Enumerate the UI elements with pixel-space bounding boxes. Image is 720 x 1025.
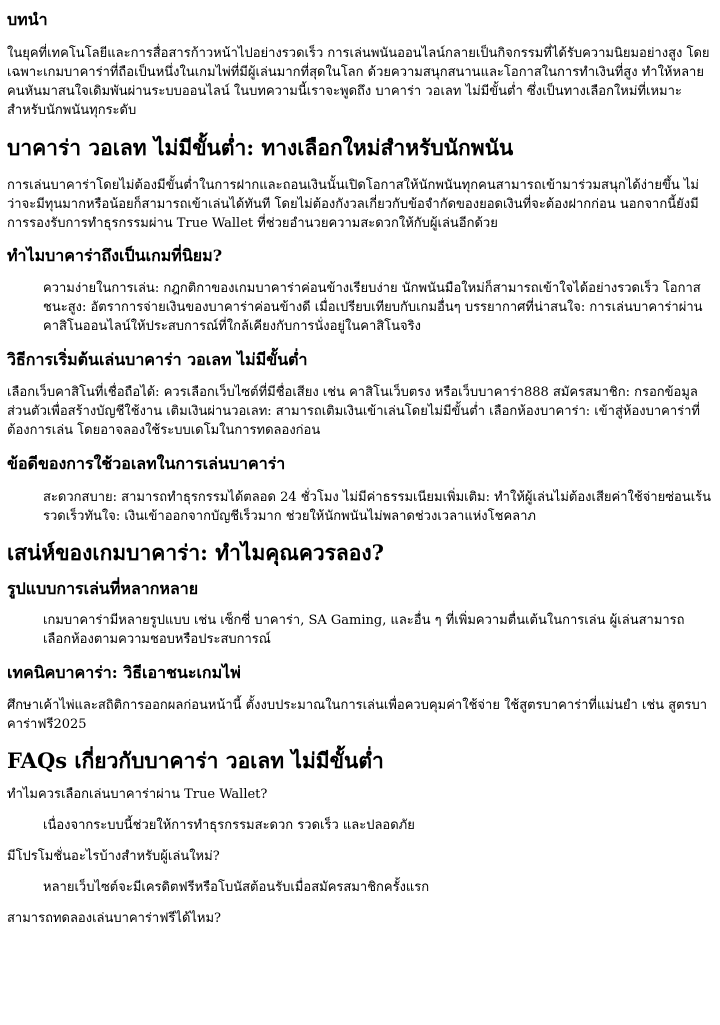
faq-heading: FAQs เกี่ยวกับบาคาร่า วอเลท ไม่มีขั้นต่ำ xyxy=(7,748,384,773)
wallet-advantages-paragraph: สะดวกสบาย: สามารถทำธุรกรรมได้ตลอด 24 ชั่วโมง ไม่มีค่าธรรมเนียมเพิ่มเติม: ทำให้ผู้เล่นไม่ต้องเสียค่าใช้จ่ายซ่อนเร้น รวดเร็วทันใจ: เงินเข้าออกจากบัญชีเร็วมาก ช่วยให้นักพนันไม่พลาดช่วงเวลาแห่งโชคลาภ xyxy=(43,490,712,524)
play-styles-heading: รูปแบบการเล่นที่หลากหลาย xyxy=(7,579,199,598)
faq-answer: หลายเว็บไซต์จะมีเครดิตฟรีหรือโบนัสต้อนรับเมื่อสมัครสมาชิกครั้งแรก xyxy=(43,880,430,895)
main-heading: บาคาร่า วอเลท ไม่มีขั้นต่ำ: ทางเลือกใหม่สำหรับนักพนัน xyxy=(7,135,514,160)
faq-question: มีโปรโมชั่นอะไรบ้างสำหรับผู้เล่นใหม่? xyxy=(7,849,220,864)
how-to-start-heading: วิธีการเริ่มต้นเล่นบาคาร่า วอเลท ไม่มีขั้นต่ำ xyxy=(7,350,308,369)
article xyxy=(0,8,720,928)
play-styles-paragraph: เกมบาคาร่ามีหลายรูปแบบ เช่น เซ็กซี่ บาคาร่า, SA Gaming, และอื่น ๆ ที่เพิ่มความตื่นเต้นในการเล่น ผู้เล่นสามารถเลือกห้องตามความชอบหรือประสบการณ์ xyxy=(43,613,685,647)
techniques-paragraph: ศึกษาเค้าไพ่และสถิติการออกผลก่อนหน้านี้ ตั้งงบประมาณในการเล่นเพื่อควบคุมค่าใช้จ่าย ใช้สูตรบาคาร่าที่แม่นยำ เช่น สูตรบาคาร่าฟรี2025 xyxy=(7,698,708,732)
why-popular-paragraph: ความง่ายในการเล่น: กฎกติกาของเกมบาคาร่าค่อนข้างเรียบง่าย นักพนันมือใหม่ก็สามารถเข้าใจได้อย่างรวดเร็ว โอกาสชนะสูง: อัตราการจ่ายเงินของบาคาร่าค่อนข้างดี เมื่อเปรียบเทียบกับเกมอื่นๆ บรรยากาศที่น่าสนใจ: การเล่นบาคาร่าผ่านคาสิโนออนไลน์ให้ประสบการณ์ที่ใกล้เคียงกับการนั่งอยู่ในคาสิโนจริง xyxy=(43,281,703,334)
techniques-heading: เทคนิคบาคาร่า: วิธีเอาชนะเกมไพ่ xyxy=(7,663,241,682)
charm-heading: เสน่ห์ของเกมบาคาร่า: ทำไมคุณควรลอง? xyxy=(7,540,384,565)
wallet-advantages-heading: ข้อดีของการใช้วอเลทในการเล่นบาคาร่า xyxy=(7,454,286,473)
faq-question: สามารถทดลองเล่นบาคาร่าฟรีได้ไหม? xyxy=(7,911,222,926)
intro-heading: บทนำ xyxy=(7,10,48,29)
faq-answer: เนื่องจากระบบนี้ช่วยให้การทำธุรกรรมสะดวก รวดเร็ว และปลอดภัย xyxy=(43,818,415,833)
how-to-start-paragraph: เลือกเว็บคาสิโนที่เชื่อถือได้: ควรเลือกเว็บไซต์ที่มีชื่อเสียง เช่น คาสิโนเว็บตรง หรือเว็บบาคาร่า888 สมัครสมาชิก: กรอกข้อมูลส่วนตัวเพื่อสร้างบัญชีใช้งาน เติมเงินผ่านวอเลท: สามารถเติมเงินเข้าเล่นโดยไม่มีขั้นต่ำ เลือกห้องบาคาร่า: เข้าสู่ห้องบาคาร่าที่ต้องการเล่น โดยอาจลองใช้ระบบเดโมในการทดลองก่อน xyxy=(7,385,700,438)
main-paragraph: การเล่นบาคาร่าโดยไม่ต้องมีขั้นต่ำในการฝากและถอนเงินนั้นเปิดโอกาสให้นักพนันทุกคนสามารถเข้ามาร่วมสนุกได้ง่ายขึ้น ไม่ว่าจะมีทุนมากหรือน้อยก็สามารถเข้าเล่นได้ทันที โดยไม่ต้องกังวลเกี่ยวกับข้อจำกัดของยอดเงินที่จะต้องฝากก่อน นอกจากนี้ยังมีการรองรับการทำธุรกรรมผ่าน True Wallet ที่ช่วยอำนวยความสะดวกให้กับผู้เล่นอีกด้วย xyxy=(7,178,699,231)
faq-question: ทำไมควรเลือกเล่นบาคาร่าผ่าน True Wallet? xyxy=(7,787,268,802)
intro-paragraph: ในยุคที่เทคโนโลยีและการสื่อสารก้าวหน้าไปอย่างรวดเร็ว การเล่นพนันออนไลน์กลายเป็นกิจกรรมที่ได้รับความนิยมอย่างสูง โดยเฉพาะเกมบาคาร่าที่ถือเป็นหนึ่งในเกมไพ่ที่มีผู้เล่นมากที่สุดในโลก ด้วยความสนุกสนานและโอกาสในการทำเงินที่สูง ทำให้หลายคนหันมาสนใจเดิมพันผ่านระบบออนไลน์ ในบทความนี้เราจะพูดถึง บาคาร่า วอเลท ไม่มีขั้นต่ำ ซึ่งเป็นทางเลือกใหม่ที่เหมาะสำหรับนักพนันทุกระดับ xyxy=(7,46,710,118)
why-popular-heading: ทำไมบาคาร่าถึงเป็นเกมที่นิยม? xyxy=(7,246,223,265)
